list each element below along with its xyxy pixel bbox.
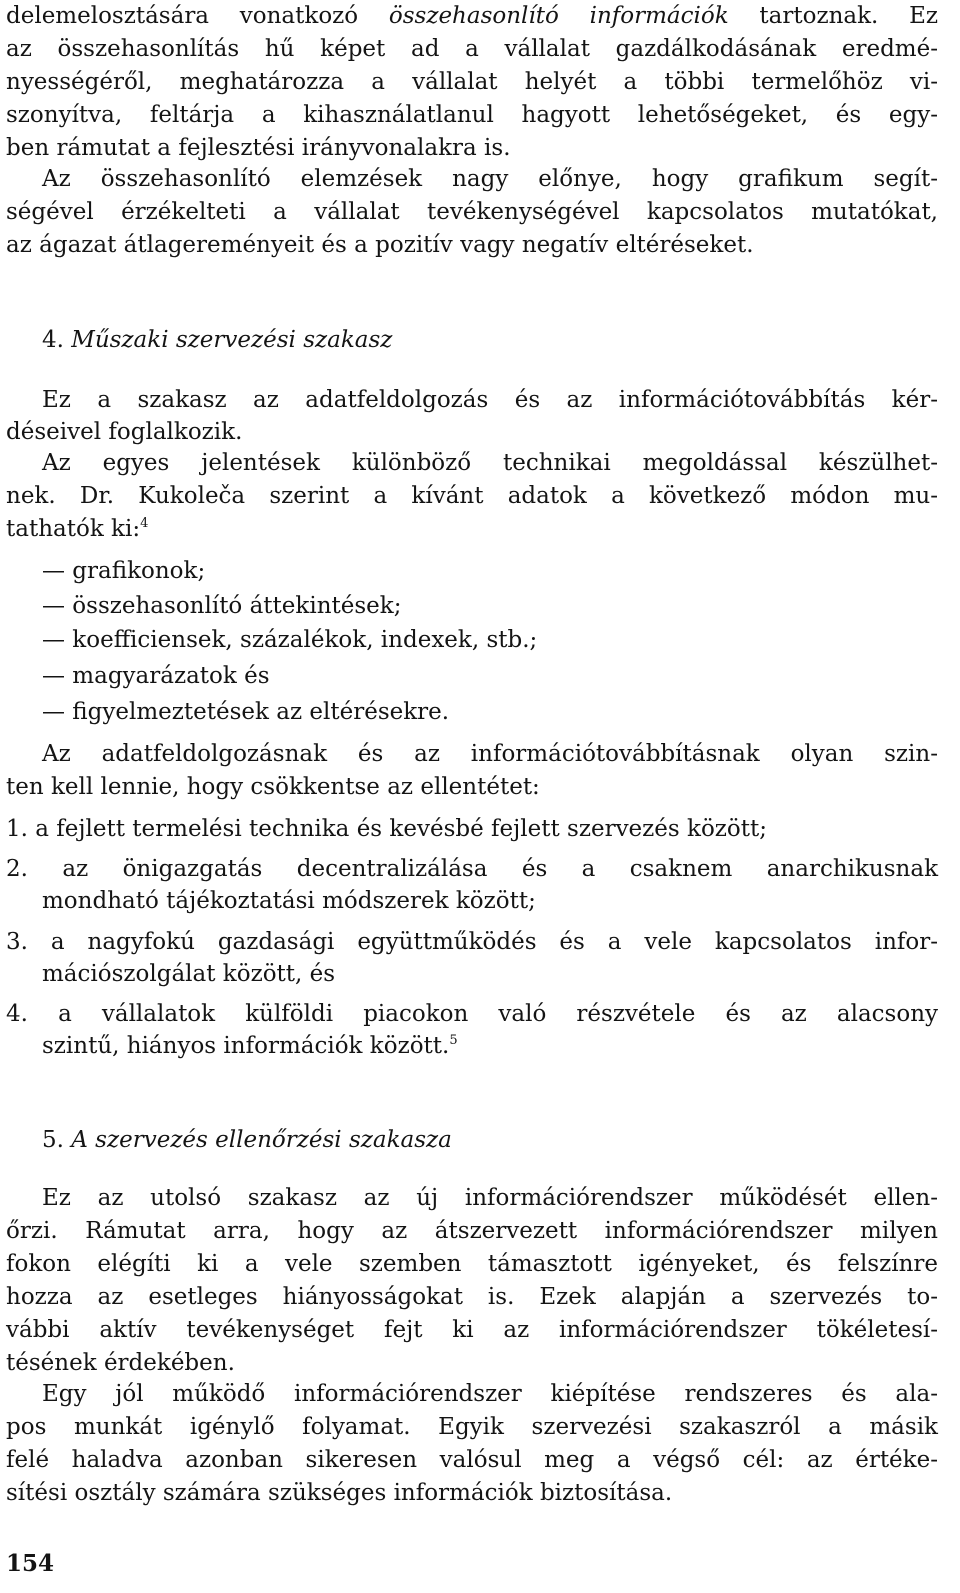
paragraph-line: az összehasonlítás hű képet ad a vállalat gazdálkodásának eredmé-	[6, 36, 938, 62]
section-number: 4.	[42, 327, 64, 353]
item-number: 3.	[6, 929, 28, 955]
paragraph-line: Ez a szakasz az adatfeldolgozás és az információtovábbítás kér-	[42, 387, 938, 413]
paragraph-line: hozza az esetleges hiányosságokat is. Ezek alapján a szervezés to-	[6, 1284, 938, 1310]
paragraph-line: ten kell lennie, hogy csökkentse az ellentétet:	[6, 774, 540, 800]
list-item: — összehasonlító áttekintések;	[42, 593, 402, 619]
numbered-item	[6, 813, 767, 845]
paragraph-line: vábbi aktív tevékenységet fejt ki az információrendszer tökéletesí-	[6, 1317, 938, 1343]
paragraph-line: fokon elégíti ki a vele szemben támasztott igényeket, és felszínre	[6, 1251, 938, 1277]
numbered-item-continuation	[42, 1030, 458, 1062]
paragraph-line: az ágazat átlagereményeit és a pozitív vagy negatív eltéréseket.	[6, 232, 754, 258]
paragraph-line	[6, 0, 938, 32]
emphasis-text: összehasonlító információk	[388, 3, 729, 29]
item-text: a nagyfokú gazdasági együttműködés és a vele kapcsolatos infor-	[50, 929, 939, 955]
list-item: — grafikonok;	[42, 558, 206, 584]
text-run: tartoznak. Ez	[728, 3, 938, 29]
section-heading	[42, 1124, 452, 1156]
paragraph-line: őrzi. Rámutat arra, hogy az átszervezett információrendszer milyen	[6, 1218, 938, 1244]
item-number: 1.	[6, 816, 28, 842]
paragraph-line: felé haladva azonban sikeresen valósul meg a végső cél: az értéke-	[6, 1447, 938, 1473]
page-number: 154	[6, 1550, 55, 1577]
paragraph-line: Az adatfeldolgozásnak és az információtovábbításnak olyan szin-	[42, 741, 938, 767]
paragraph-line: szonyítva, feltárja a kihasználatlanul hagyott lehetőségeket, és egy-	[6, 102, 938, 128]
paragraph-line: ben rámutat a fejlesztési irányvonalakra is.	[6, 135, 511, 161]
paragraph-line: pos munkát igénylő folyamat. Egyik szervezési szakaszról a másik	[6, 1414, 938, 1440]
list-item: — figyelmeztetések az eltérésekre.	[42, 699, 450, 725]
item-text: a fejlett termelési technika és kevésbé fejlett szervezés között;	[35, 816, 767, 842]
list-item: — magyarázatok és	[42, 663, 270, 689]
numbered-item	[6, 998, 938, 1030]
numbered-item-continuation: mációszolgálat között, és	[42, 961, 336, 987]
paragraph-line: Ez az utolsó szakasz az új információrendszer működését ellen-	[42, 1185, 938, 1211]
item-text: a vállalatok külföldi piacokon való részvétele és az alacsony	[58, 1001, 939, 1027]
paragraph-line: ségével érzékelteti a vállalat tevékenységével kapcsolatos mutatókat,	[6, 199, 938, 225]
numbered-item	[6, 853, 938, 885]
section-number: 5.	[42, 1127, 64, 1153]
footnote-ref: 4	[140, 516, 149, 531]
paragraph-line: déseivel foglalkozik.	[6, 419, 243, 445]
paragraph-line: nyességéről, meghatározza a vállalat helyét a többi termelőhöz vi-	[6, 69, 938, 95]
item-text: az önigazgatás decentralizálása és a csaknem anarchikusnak	[62, 856, 939, 882]
paragraph-line: Egy jól működő információrendszer kiépítése rendszeres és ala-	[42, 1381, 938, 1407]
paragraph-line: tésének érdekében.	[6, 1350, 235, 1376]
item-number: 2.	[6, 856, 28, 882]
section-title: Műszaki szervezési szakasz	[71, 327, 393, 353]
paragraph-line: Az egyes jelentések különböző technikai megoldással készülhet-	[42, 450, 938, 476]
text-run: delemelosztására vonatkozó	[6, 3, 389, 29]
paragraph-line: nek. Dr. Kukoleča szerint a kívánt adatok a következő módon mu-	[6, 483, 938, 509]
footnote-ref: 5	[449, 1033, 458, 1048]
paragraph-line: Az összehasonlító elemzések nagy előnye, hogy grafikum segít-	[42, 166, 938, 192]
numbered-item	[6, 926, 938, 958]
text-run: tathatók ki:	[6, 516, 141, 542]
paragraph-line: sítési osztály számára szükséges információk biztosítása.	[6, 1480, 673, 1506]
list-item: — koefficiensek, százalékok, indexek, stb.;	[42, 627, 538, 653]
paragraph-line	[6, 513, 148, 545]
item-text: szintű, hiányos információk között.	[42, 1033, 450, 1059]
numbered-item-continuation: mondható tájékoztatási módszerek között;	[42, 888, 536, 914]
section-title: A szervezés ellenőrzési szakasza	[71, 1127, 452, 1153]
item-number: 4.	[6, 1001, 28, 1027]
section-heading	[42, 324, 392, 356]
